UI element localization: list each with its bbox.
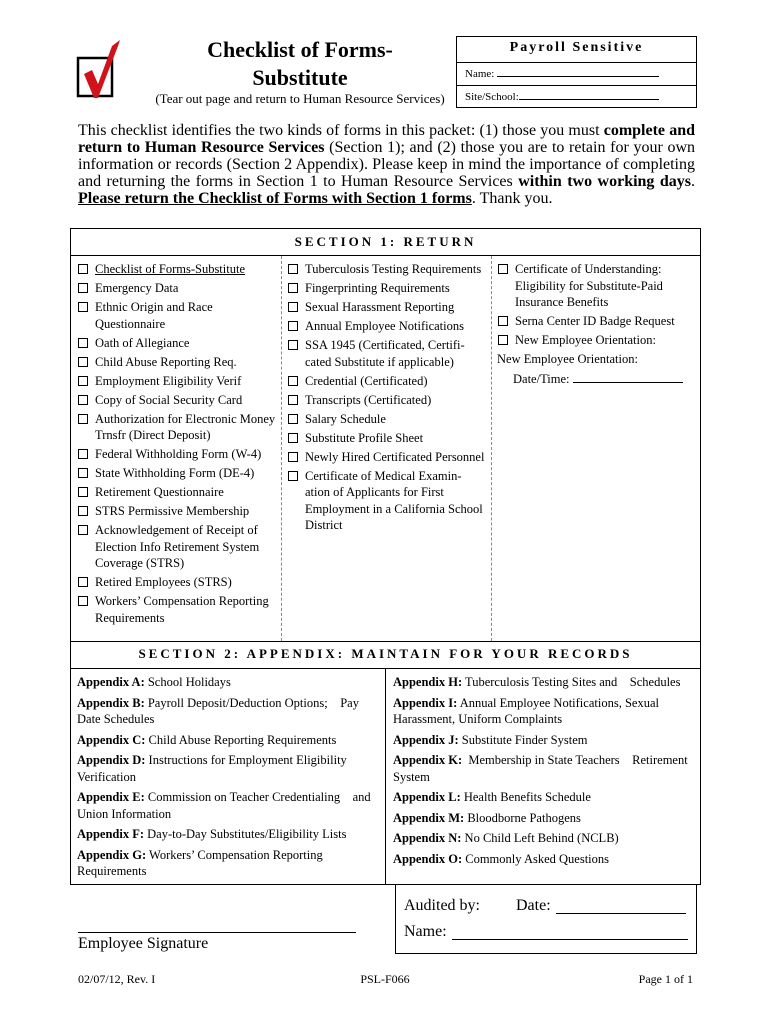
checklist-item[interactable]: SSA 1945 (Certificated, Certifi-cated Substitute if applicable) bbox=[287, 337, 485, 370]
orientation-date-field[interactable]: Date/Time: bbox=[497, 370, 697, 388]
checkbox-icon[interactable] bbox=[78, 264, 88, 274]
site-school-field[interactable]: Site/School: bbox=[457, 85, 696, 108]
checklist-item[interactable]: Ethnic Origin and Race Questionnaire bbox=[77, 299, 279, 332]
checkbox-icon[interactable] bbox=[78, 376, 88, 386]
employee-signature-label: Employee Signature bbox=[78, 935, 209, 952]
section-2-heading: SECTION 2: APPENDIX: MAINTAIN FOR YOUR RECORDS bbox=[71, 640, 700, 669]
checkbox-icon[interactable] bbox=[78, 414, 88, 424]
checkbox-icon[interactable] bbox=[78, 283, 88, 293]
checklist-item[interactable]: Annual Employee Notifications bbox=[287, 318, 485, 335]
checklist-item[interactable]: Substitute Profile Sheet bbox=[287, 430, 485, 447]
checkmark-logo-icon bbox=[76, 38, 120, 102]
checklist-item[interactable]: Transcripts (Certificated) bbox=[287, 392, 485, 409]
page-subtitle: (Tear out page and return to Human Resource Services) bbox=[155, 91, 445, 106]
audit-name-label: Name: bbox=[404, 923, 447, 940]
section-1-column-2 bbox=[287, 261, 485, 536]
checklist-item[interactable]: Federal Withholding Form (W-4) bbox=[77, 446, 279, 463]
appendix-entry: Appendix L: Health Benefits Schedule bbox=[393, 790, 591, 804]
checkbox-icon[interactable] bbox=[288, 376, 298, 386]
audit-date-field[interactable] bbox=[556, 913, 686, 914]
appendix-right-column bbox=[393, 674, 693, 871]
footer-date-rev: 02/07/12, Rev. I bbox=[78, 972, 156, 986]
section-2-appendix bbox=[70, 640, 701, 885]
appendix-entry: Appendix I: Annual Employee Notifications, Sexual Harassment, Uniform Complaints bbox=[393, 695, 672, 726]
checkbox-icon[interactable] bbox=[78, 338, 88, 348]
intro-paragraph: This checklist identifies the two kinds of forms in this packet: (1) those you must complete and return to Human Resource Services (Section 1); and (2) those you are to retain for your own information or records (Section 2 Appendix). Please keep in mind the importance of completing and returning the forms in Section 1 to Human Resource Services within two working days. Please return the Checklist of Forms with Section 1 forms. Thank you. bbox=[78, 122, 696, 207]
checkbox-icon[interactable] bbox=[78, 302, 88, 312]
audited-by-label: Audited by: bbox=[404, 897, 480, 914]
checklist-item[interactable]: Retired Employees (STRS) bbox=[77, 574, 279, 591]
appendix-left-column bbox=[77, 674, 377, 884]
appendix-entry: Appendix D: Instructions for Employment Eligibility Verification bbox=[77, 753, 360, 784]
checkbox-icon[interactable] bbox=[78, 577, 88, 587]
section-1-column-1 bbox=[77, 261, 279, 629]
checklist-item[interactable]: Serna Center ID Badge Request bbox=[497, 313, 697, 330]
appendix-entry: Appendix J: Substitute Finder System bbox=[393, 732, 588, 747]
checklist-item[interactable]: Oath of Allegiance bbox=[77, 335, 279, 352]
checkbox-icon[interactable] bbox=[498, 316, 508, 326]
section-1-column-3 bbox=[497, 261, 697, 390]
checkbox-icon[interactable] bbox=[498, 335, 508, 345]
checkbox-icon[interactable] bbox=[288, 452, 298, 462]
audit-box bbox=[395, 885, 697, 954]
appendix-entry: Appendix E: Commission on Teacher Credentialing and Union Information bbox=[77, 790, 374, 821]
appendix-entry: Appendix K: Membership in State Teachers Retirement System bbox=[393, 753, 691, 784]
appendix-entry: Appendix B: Payroll Deposit/Deduction Options; Pay Date Schedules bbox=[77, 695, 363, 726]
appendix-entry: Appendix M: Bloodborne Pathogens bbox=[393, 810, 581, 825]
checklist-item[interactable]: Certificate of Medical Examin-ation of Applicants for First Employment in a California School District bbox=[287, 468, 485, 534]
appendix-entry: Appendix A: School Holidays bbox=[77, 675, 231, 689]
audit-name-field[interactable] bbox=[452, 939, 688, 940]
checkbox-icon[interactable] bbox=[78, 487, 88, 497]
checklist-item[interactable]: Fingerprinting Requirements bbox=[287, 280, 485, 297]
checklist-item[interactable]: Acknowledgement of Receipt of Election Info Retirement System Coverage (STRS) bbox=[77, 522, 279, 572]
date-label: Date: bbox=[516, 897, 551, 914]
checklist-item[interactable]: STRS Permissive Membership bbox=[77, 503, 279, 520]
section-1-heading: SECTION 1: RETURN bbox=[71, 229, 700, 256]
checklist-item[interactable]: Workers’ Compensation Reporting Requirements bbox=[77, 593, 279, 626]
checkbox-icon[interactable] bbox=[78, 357, 88, 367]
checkbox-icon[interactable] bbox=[78, 449, 88, 459]
checkbox-icon[interactable] bbox=[288, 414, 298, 424]
orientation-label: New Employee Orientation: bbox=[497, 352, 638, 366]
checklist-item[interactable]: Salary Schedule bbox=[287, 411, 485, 428]
column-divider bbox=[491, 256, 492, 641]
page-title: Checklist of Forms- Substitute bbox=[207, 37, 393, 90]
appendix-entry: Appendix G: Workers’ Compensation Reporting Requirements bbox=[77, 847, 336, 878]
checkbox-icon[interactable] bbox=[288, 395, 298, 405]
signature-line[interactable] bbox=[78, 932, 356, 933]
checklist-item[interactable]: Tuberculosis Testing Requirements bbox=[287, 261, 485, 278]
checkbox-icon[interactable] bbox=[78, 525, 88, 535]
checkbox-icon[interactable] bbox=[288, 283, 298, 293]
column-divider bbox=[385, 668, 386, 884]
name-field[interactable]: Name: bbox=[457, 63, 696, 85]
checkbox-icon[interactable] bbox=[288, 433, 298, 443]
column-divider bbox=[281, 256, 282, 641]
checklist-item[interactable]: Newly Hired Certificated Personnel bbox=[287, 449, 485, 466]
checklist-item[interactable]: New Employee Orientation: bbox=[497, 332, 697, 349]
checkbox-icon[interactable] bbox=[288, 264, 298, 274]
checklist-item[interactable]: Child Abuse Reporting Req. bbox=[77, 354, 279, 371]
checkbox-icon[interactable] bbox=[78, 395, 88, 405]
section-1-return bbox=[70, 228, 701, 642]
appendix-entry: Appendix H: Tuberculosis Testing Sites and Schedules bbox=[393, 675, 681, 689]
checkbox-icon[interactable] bbox=[498, 264, 508, 274]
checklist-item[interactable]: Authorization for Electronic Money Trnsfr (Direct Deposit) bbox=[77, 411, 279, 444]
checklist-item[interactable]: Sexual Harassment Reporting bbox=[287, 299, 485, 316]
checklist-item[interactable]: Employment Eligibility Verif bbox=[77, 373, 279, 390]
appendix-entry: Appendix N: No Child Left Behind (NCLB) bbox=[393, 831, 619, 845]
checkbox-icon[interactable] bbox=[288, 302, 298, 312]
footer-form-code: PSL-F066 bbox=[360, 972, 410, 986]
payroll-heading: Payroll Sensitive bbox=[457, 40, 696, 63]
checklist-item[interactable]: Retirement Questionnaire bbox=[77, 484, 279, 501]
checklist-item[interactable]: Copy of Social Security Card bbox=[77, 392, 279, 409]
appendix-entry: Appendix F: Day-to-Day Substitutes/Eligibility Lists bbox=[77, 827, 347, 841]
payroll-sensitive-box bbox=[456, 36, 697, 108]
checkbox-icon[interactable] bbox=[288, 471, 298, 481]
checkbox-icon[interactable] bbox=[288, 340, 298, 350]
checklist-item[interactable]: Emergency Data bbox=[77, 280, 279, 297]
checkbox-icon[interactable] bbox=[78, 506, 88, 516]
checkbox-icon[interactable] bbox=[288, 321, 298, 331]
footer-page-number: Page 1 of 1 bbox=[638, 972, 693, 986]
checkbox-icon[interactable] bbox=[78, 468, 88, 478]
checklist-item[interactable]: Credential (Certificated) bbox=[287, 373, 485, 390]
checklist-item[interactable]: State Withholding Form (DE-4) bbox=[77, 465, 279, 482]
checkbox-icon[interactable] bbox=[78, 596, 88, 606]
appendix-entry: Appendix C: Child Abuse Reporting Requirements bbox=[77, 732, 337, 747]
checklist-item[interactable]: Checklist of Forms-Substitute bbox=[77, 261, 279, 278]
checklist-item[interactable]: Certificate of Understanding: Eligibility for Substitute-Paid Insurance Benefits bbox=[497, 261, 697, 311]
appendix-entry: Appendix O: Commonly Asked Questions bbox=[393, 851, 610, 866]
